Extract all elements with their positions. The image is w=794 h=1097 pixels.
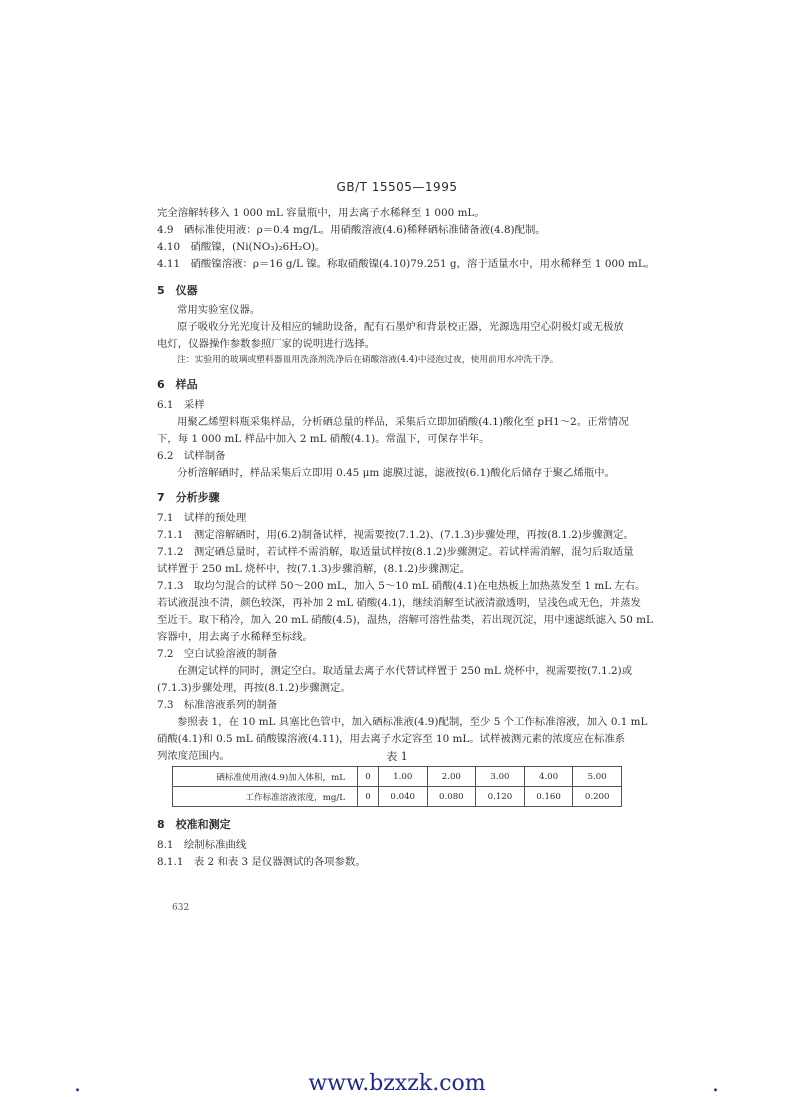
clause-7-2: 7.2 空白试验溶液的制备 xyxy=(157,648,278,660)
text-line: 电灯，仪器操作参数参照厂家的说明进行选择。 xyxy=(157,338,376,350)
section-8-heading: 8 校准和测定 xyxy=(157,818,231,831)
table-cell: 0 xyxy=(358,767,379,787)
table-cell: 4.00 xyxy=(524,767,573,787)
section-7-heading: 7 分析步骤 xyxy=(157,491,220,504)
clause-7-1-2: 7.1.2 测定硒总量时，若试样不需消解，取适量试样按(8.1.2)步骤测定。若试样需消解，混匀后取适量 xyxy=(157,546,634,558)
section-6-heading: 6 样品 xyxy=(157,378,198,391)
table-cell: 0.120 xyxy=(476,787,525,807)
text-line: 完全溶解转移入 1 000 mL 容量瓶中，用去离子水稀释至 1 000 mL。 xyxy=(157,207,485,219)
text-line: 硝酸(4.1)和 0.5 mL 硝酸镍溶液(4.11)，用去离子水定容至 10 mL。试样被测元素的浓度应在标准系 xyxy=(157,733,626,745)
table-cell: 1.00 xyxy=(378,767,427,787)
standard-series-table xyxy=(172,766,622,807)
clause-6-2: 6.2 试样制备 xyxy=(157,450,226,462)
clause-4-10: 4.10 硝酸镍，(Ni(NO₃)₂6H₂O)。 xyxy=(157,241,326,253)
clause-7-1: 7.1 试样的预处理 xyxy=(157,512,247,524)
clause-7-1-1: 7.1.1 测定溶解硒时，用(6.2)制备试样，视需要按(7.1.2)、(7.1.3)步骤处理，再按(8.1.2)步骤测定。 xyxy=(157,529,634,541)
table-cell: 2.00 xyxy=(427,767,476,787)
table-cell: 0.160 xyxy=(524,787,573,807)
table-cell: 3.00 xyxy=(476,767,525,787)
clause-8-1-1: 8.1.1 表 2 和表 3 是仪器测试的各项参数。 xyxy=(157,856,366,868)
table-caption: 表 1 xyxy=(386,750,408,763)
table-row xyxy=(173,767,622,787)
text-line: 用聚乙烯塑料瓶采集样品，分析硒总量的样品，采集后立即加硝酸(4.1)酸化至 pH1～2。正常情况 xyxy=(177,416,629,428)
clause-7-3: 7.3 标准溶液系列的制备 xyxy=(157,699,278,711)
text-line: 下，每 1 000 mL 样品中加入 2 mL 硝酸(4.1)。常温下，可保存半年。 xyxy=(157,433,490,445)
text-line: 原子吸收分光光度计及相应的辅助设备，配有石墨炉和背景校正器，光源选用空心阴极灯或无极放 xyxy=(177,321,624,333)
standard-header: GB/T 15505—1995 xyxy=(336,180,458,194)
clause-4-11: 4.11 硝酸镍溶液：ρ＝16 g/L 镍。称取硝酸镍(4.10)79.251 g，溶于适量水中，用水稀释至 1 000 mL。 xyxy=(157,258,656,270)
text-line: 至近干。取下稍冷，加入 20 mL 硝酸(4.5)，温热，溶解可溶性盐类，若出现沉淀，用中速滤纸滤入 50 mL xyxy=(157,614,653,626)
text-line: 列浓度范围内。 xyxy=(157,750,230,762)
footer-right-dot: . xyxy=(712,1072,719,1097)
text-line: 容器中，用去离子水稀释至标线。 xyxy=(157,631,313,643)
text-line: 参照表 1，在 10 mL 具塞比色管中，加入硒标准液(4.9)配制，至少 5 个工作标准溶液，加入 0.1 mL xyxy=(177,716,648,728)
note: 注：实验用的玻璃或塑料器皿用洗涤剂洗净后在硝酸溶液(4.4)中浸泡过夜，使用前用水冲洗干净。 xyxy=(177,355,559,365)
table-cell: 0 xyxy=(358,787,379,807)
row-label: 硒标准使用液(4.9)加入体积，mL xyxy=(173,767,358,787)
section-5-heading: 5 仪器 xyxy=(157,284,198,297)
table-row xyxy=(173,787,622,807)
text-line: 试样置于 250 mL 烧杯中，按(7.1.3)步骤消解，(8.1.2)步骤测定。 xyxy=(157,563,471,575)
row-label: 工作标准溶液浓度，mg/L xyxy=(173,787,358,807)
clause-7-1-3: 7.1.3 取均匀混合的试样 50～200 mL，加入 5～10 mL 硝酸(4.1)在电热板上加热蒸发至 1 mL 左右。 xyxy=(157,580,646,592)
text-line: 若试液混浊不清，颜色较深，再补加 2 mL 硝酸(4.1)，继续消解至试液清澈透明，呈浅色或无色，并蒸发 xyxy=(157,597,641,609)
clause-6-1: 6.1 采样 xyxy=(157,399,205,411)
table-cell: 0.080 xyxy=(427,787,476,807)
table-cell: 0.200 xyxy=(573,787,622,807)
clause-4-9: 4.9 硒标准使用液：ρ＝0.4 mg/L。用硝酸溶液(4.6)稀释硒标准储备液(4.8)配制。 xyxy=(157,224,546,236)
table-cell: 0.040 xyxy=(378,787,427,807)
text-line: 分析溶解硒时，样品采集后立即用 0.45 μm 滤膜过滤，滤液按(6.1)酸化后储存于聚乙烯瓶中。 xyxy=(177,467,615,479)
text-line: 常用实验室仪器。 xyxy=(177,304,261,316)
table-cell: 5.00 xyxy=(573,767,622,787)
footer-website[interactable]: www.bzxzk.com xyxy=(308,1071,486,1096)
clause-8-1: 8.1 绘制标准曲线 xyxy=(157,839,247,851)
text-line: 在测定试样的同时，测定空白。取适量去离子水代替试样置于 250 mL 烧杯中，视需要按(7.1.2)或 xyxy=(177,665,633,677)
footer-left-dot: . xyxy=(74,1072,81,1097)
page-number: 632 xyxy=(172,903,190,913)
text-line: (7.1.3)步骤处理，再按(8.1.2)步骤测定。 xyxy=(157,682,351,694)
